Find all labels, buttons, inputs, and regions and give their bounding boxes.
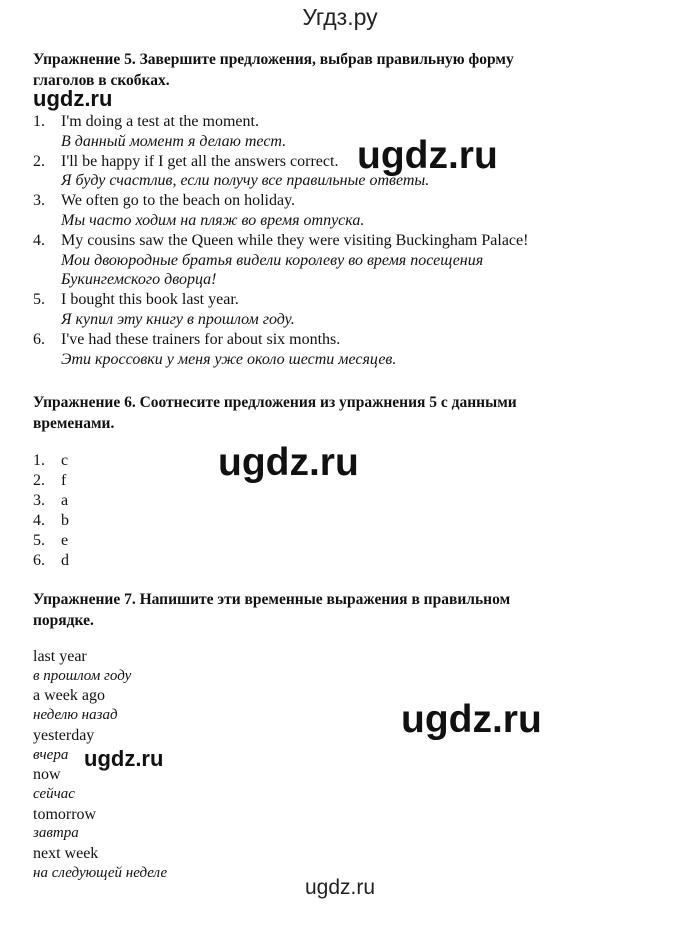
time-expression: next week: [33, 845, 99, 863]
english-sentence: I've had these trainers for about six months.: [61, 330, 341, 348]
footer-site-name: ugdz.ru: [304, 876, 376, 899]
exercise6-heading: [33, 392, 593, 434]
list-item: [33, 191, 633, 231]
russian-translation: Эти кроссовки у меня уже около шести месяцев.: [61, 350, 397, 368]
time-expression: tomorrow: [33, 805, 97, 823]
item-body: [61, 191, 364, 231]
heading-line: глаголов в скобках.: [33, 72, 170, 89]
list-item: [33, 231, 633, 290]
heading-line: Упражнение 5. Завершите предложения, выбрав правильную форму: [33, 51, 514, 68]
english-sentence: We often go to the beach on holiday.: [61, 192, 296, 210]
item-number: 5.: [33, 291, 45, 309]
heading-line: Упражнение 7. Напишите эти временные выражения в правильном: [33, 591, 511, 608]
item-number: 6.: [33, 552, 45, 569]
time-expression-translation: вчера: [33, 746, 69, 763]
english-sentence: My cousins saw the Queen while they were visiting Buckingham Palace!: [61, 231, 529, 249]
item-body: [61, 290, 295, 330]
time-expression: last year: [33, 648, 87, 665]
answer-letter: e: [61, 532, 69, 549]
list-item: [33, 112, 633, 152]
item-number: 3.: [33, 192, 45, 210]
russian-translation: Мои двоюродные братья видели королеву во время посещения: [61, 251, 484, 269]
english-sentence: I'll be happy if I get all the answers correct.: [61, 152, 339, 170]
list-item: [33, 491, 69, 511]
item-number: 1.: [33, 113, 45, 130]
list-item: [33, 511, 69, 531]
list-item: [33, 451, 69, 471]
heading-line: порядке.: [33, 612, 94, 629]
exercise5-heading: [33, 49, 593, 91]
item-number: 4.: [33, 231, 45, 249]
list-item: [33, 152, 633, 192]
russian-translation: Я купил эту книгу в прошлом году.: [61, 310, 295, 328]
exercise5-list: [33, 112, 633, 369]
item-body: [61, 112, 286, 152]
item-number: 2.: [33, 472, 45, 489]
item-number: 1.: [33, 452, 45, 469]
answer-letter: c: [61, 452, 69, 469]
item-body: [61, 152, 429, 192]
exercise7-list: [33, 647, 167, 883]
watermark-logo: ugdz.ru: [84, 746, 164, 771]
english-sentence: I'm doing a test at the moment.: [61, 113, 259, 130]
russian-translation: Букингемского дворца!: [61, 271, 217, 289]
russian-translation: В данный момент я делаю тест.: [61, 132, 287, 150]
item-body: [61, 231, 528, 290]
item-body: [61, 330, 396, 370]
answer-letter: d: [61, 552, 69, 569]
watermark-logo: ugdz.ru: [218, 441, 359, 484]
item-number: 5.: [33, 532, 45, 549]
watermark-logo: ugdz.ru: [401, 698, 542, 741]
russian-translation: Я буду счастлив, если получу все правильные ответы.: [61, 172, 430, 190]
time-expression-translation: в прошлом году: [33, 667, 132, 684]
list-item: [33, 290, 633, 330]
list-item: [33, 471, 69, 491]
heading-line: временами.: [33, 415, 115, 432]
list-item: [33, 551, 69, 571]
time-expression: yesterday: [33, 726, 95, 744]
list-item: [33, 330, 633, 370]
time-expression: a week ago: [33, 687, 105, 705]
english-sentence: I bought this book last year.: [61, 291, 239, 309]
item-number: 6.: [33, 330, 45, 348]
time-expression-translation: неделю назад: [33, 707, 118, 724]
time-expression-translation: сейчас: [33, 785, 75, 802]
item-number: 3.: [33, 492, 45, 509]
answer-letter: f: [61, 472, 67, 489]
time-expression-translation: завтра: [33, 825, 79, 842]
heading-line: Упражнение 6. Соотнесите предложения из упражнения 5 с данными: [33, 394, 517, 411]
site-title: Угдз.ру: [302, 4, 378, 30]
time-expression-translation: на следующей неделе: [33, 864, 168, 881]
exercise6-list: [33, 451, 69, 571]
russian-translation: Мы часто ходим на пляж во время отпуска.: [61, 211, 365, 229]
time-expression: now: [33, 766, 61, 784]
watermark-logo: ugdz.ru: [357, 134, 498, 177]
item-number: 2.: [33, 152, 45, 170]
answer-letter: b: [61, 512, 69, 529]
exercise7-heading: [33, 589, 593, 631]
item-number: 4.: [33, 512, 45, 529]
list-item: [33, 531, 69, 551]
watermark-logo: ugdz.ru: [33, 86, 113, 111]
answer-letter: a: [61, 492, 69, 509]
